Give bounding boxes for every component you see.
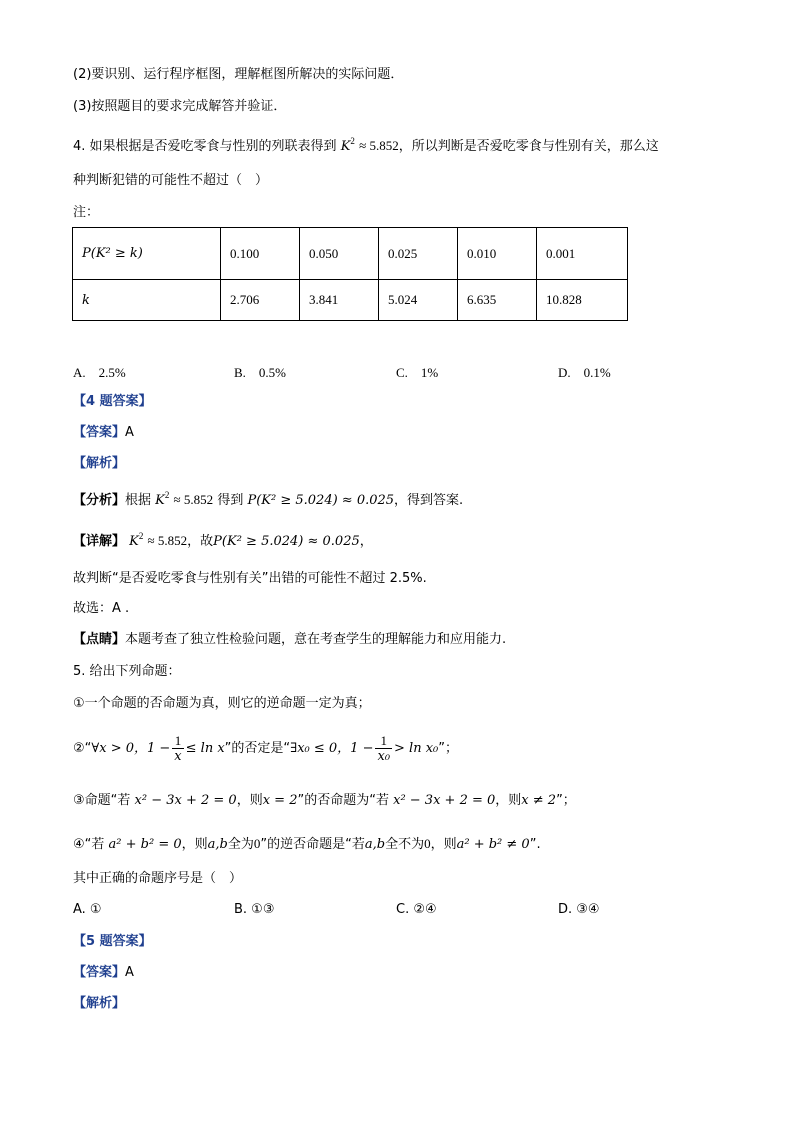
- intro-line-3: (3)按照题目的要求完成解答并验证．: [73, 99, 287, 114]
- q5-stem: [73, 663, 181, 681]
- q4-dianjing-text: 本题考查了独立性检验问题，意在考查学生的理解能力和应用能力.: [125, 632, 507, 647]
- q4-answer-value: A: [125, 425, 134, 440]
- q4-fenxi-label: 【分析】: [73, 493, 126, 508]
- q4-xiangjie-b: ，: [359, 534, 373, 549]
- q4-fenxi-a: 根据: [125, 493, 152, 508]
- q5-stem-text: 给出下列命题：: [89, 664, 181, 679]
- q4-xiangjie: [73, 532, 373, 551]
- q5-p3-g: ，则: [495, 793, 522, 808]
- table-cell: 6.635: [458, 280, 537, 321]
- q5-proposition-4: [73, 835, 541, 854]
- q5-option-d: D. ③④: [558, 902, 600, 917]
- q4-note: 注：: [73, 205, 100, 220]
- q4-fenxi: [73, 491, 463, 510]
- q4-fenxi-stat: $K^2$: [155, 490, 170, 508]
- q5-option-a: A. ①: [73, 902, 102, 917]
- q5-p4-c: ，则: [181, 837, 208, 852]
- q5-p4-g: ”的逆否命题是“若: [260, 837, 365, 852]
- q5-p3-c: ，则: [236, 793, 263, 808]
- table-cell: 0.010: [458, 228, 537, 280]
- q5-p4-j: 0: [424, 836, 431, 851]
- q5-p4-d: a,b: [207, 837, 228, 852]
- q4-fenxi-b: 得到: [217, 493, 244, 508]
- q5-analysis-heading: 【解析】: [73, 996, 126, 1011]
- critical-value-table: [72, 227, 628, 321]
- q5-p4-e: 全为: [227, 837, 254, 852]
- table-row: [73, 280, 628, 321]
- table-cell: 0.025: [379, 228, 458, 280]
- q5-p2-b: ∀x > 0，1 −: [91, 741, 171, 756]
- q4-number: 4.: [73, 139, 86, 154]
- q4-dianjing-label: 【点睛】: [73, 632, 126, 647]
- q5-proposition-1: ①一个命题的否命题为真，则它的逆命题一定为真；: [73, 696, 371, 711]
- q4-answer-heading: 【4 题答案】: [73, 394, 152, 409]
- q4-dianjing: [73, 631, 506, 649]
- q4-option-c: C. 1%: [396, 365, 439, 380]
- q5-p2-c: ≤ ln x: [185, 741, 225, 756]
- q4-xiangjie-stat: $K^2$: [129, 531, 144, 549]
- table-cell: 3.841: [300, 280, 379, 321]
- q4-fenxi-prob: P(K² ≥ 5.024) ≈ 0.025: [247, 493, 395, 508]
- q5-p2-g: ”；: [438, 741, 459, 756]
- q4-approx-value: ≈ 5.852: [359, 138, 399, 153]
- table-header-probability: P(K² ≥ k): [73, 228, 221, 280]
- q5-question: 其中正确的命题序号是（ ）: [73, 871, 243, 886]
- q4-fenxi-value: ≈ 5.852: [173, 492, 214, 507]
- q5-answer-heading: 【5 题答案】: [73, 934, 152, 949]
- q4-analysis-heading: 【解析】: [73, 456, 126, 471]
- table-cell: 0.100: [221, 228, 300, 280]
- table-cell: 5.024: [379, 280, 458, 321]
- q5-option-b: B. ①③: [234, 902, 275, 917]
- table-cell: 2.706: [221, 280, 300, 321]
- table-cell: 10.828: [537, 280, 628, 321]
- q5-answer-label: 【答案】: [73, 965, 126, 980]
- q4-option-d: D. 0.1%: [558, 365, 611, 380]
- table-cell: 0.001: [537, 228, 628, 280]
- q5-p2-e: ∃x₀ ≤ 0，1 −: [290, 741, 374, 756]
- q4-option-b: B. 0.5%: [234, 365, 287, 380]
- fraction-one-over-x0: $\frac{1}{\text{x₀}}$: [377, 733, 391, 764]
- q4-stem-a: 如果根据是否爱吃零食与性别的列联表得到: [89, 139, 337, 154]
- q5-p4-f: 0: [253, 836, 261, 851]
- q4-answer-label: 【答案】: [73, 425, 126, 440]
- q4-xiangjie-a: ，故: [187, 534, 214, 549]
- table-row: [73, 228, 628, 280]
- q5-p3-b: x² − 3x + 2 = 0: [134, 793, 237, 808]
- q4-option-a: A. 2.5%: [73, 365, 126, 380]
- q5-p4-b: a² + b² = 0: [108, 837, 182, 852]
- q4-stat: $K^2$: [340, 136, 355, 154]
- q4-xiangjie-prob: P(K² ≥ 5.024) ≈ 0.025: [213, 534, 360, 549]
- q4-answer: [73, 424, 134, 442]
- q4-stem-b: ，所以判断是否爱吃零食与性别有关，那么这: [398, 139, 659, 154]
- q5-p2-d: ”的否定是“: [224, 741, 291, 756]
- q5-proposition-2: [73, 732, 458, 766]
- q5-number: 5.: [73, 664, 86, 679]
- fraction-one-over-x: $\frac{1}{x}$: [174, 733, 182, 764]
- q4-xiangjie-label: 【详解】: [73, 534, 126, 549]
- q5-p4-a: ④“若: [73, 837, 105, 852]
- q4-choose: 故选：A .: [73, 601, 130, 616]
- q5-p4-i: 全不为: [385, 837, 425, 852]
- q5-answer: [73, 964, 134, 982]
- q5-p3-a: ③命题“若: [73, 793, 131, 808]
- q4-conclusion: 故判断“是否爱吃零食与性别有关”出错的可能性不超过 2.5%.: [73, 571, 427, 586]
- q5-option-c: C. ②④: [396, 902, 437, 917]
- q5-p4-l: a² + b² ≠ 0: [456, 837, 530, 852]
- table-header-k: k: [73, 280, 221, 321]
- q5-p4-k: ，则: [430, 837, 457, 852]
- q5-p3-d: x = 2: [262, 793, 298, 808]
- q4-stem-line-2: 种判断犯错的可能性不超过（ ）: [73, 173, 269, 188]
- q5-p2-f: > ln x₀: [394, 741, 439, 756]
- q5-p3-e: ”的否命题为“若: [297, 793, 389, 808]
- q5-p3-i: ”；: [556, 793, 576, 808]
- q5-p2-a: ②“: [73, 741, 92, 756]
- table-cell: 0.050: [300, 228, 379, 280]
- q5-p4-h: a,b: [364, 837, 386, 852]
- intro-line-2: (2)要识别、运行程序框图，理解框图所解决的实际问题．: [73, 67, 404, 82]
- q4-stem-line-1: [73, 137, 659, 156]
- q4-xiangjie-value: ≈ 5.852: [147, 533, 188, 548]
- q4-fenxi-c: ，得到答案.: [394, 493, 464, 508]
- q5-p4-m: ”.: [529, 837, 541, 852]
- q5-p3-h: x ≠ 2: [521, 793, 557, 808]
- q5-p3-f: x² − 3x + 2 = 0: [393, 793, 496, 808]
- q5-answer-value: A: [125, 965, 134, 980]
- q5-proposition-3: [73, 792, 576, 810]
